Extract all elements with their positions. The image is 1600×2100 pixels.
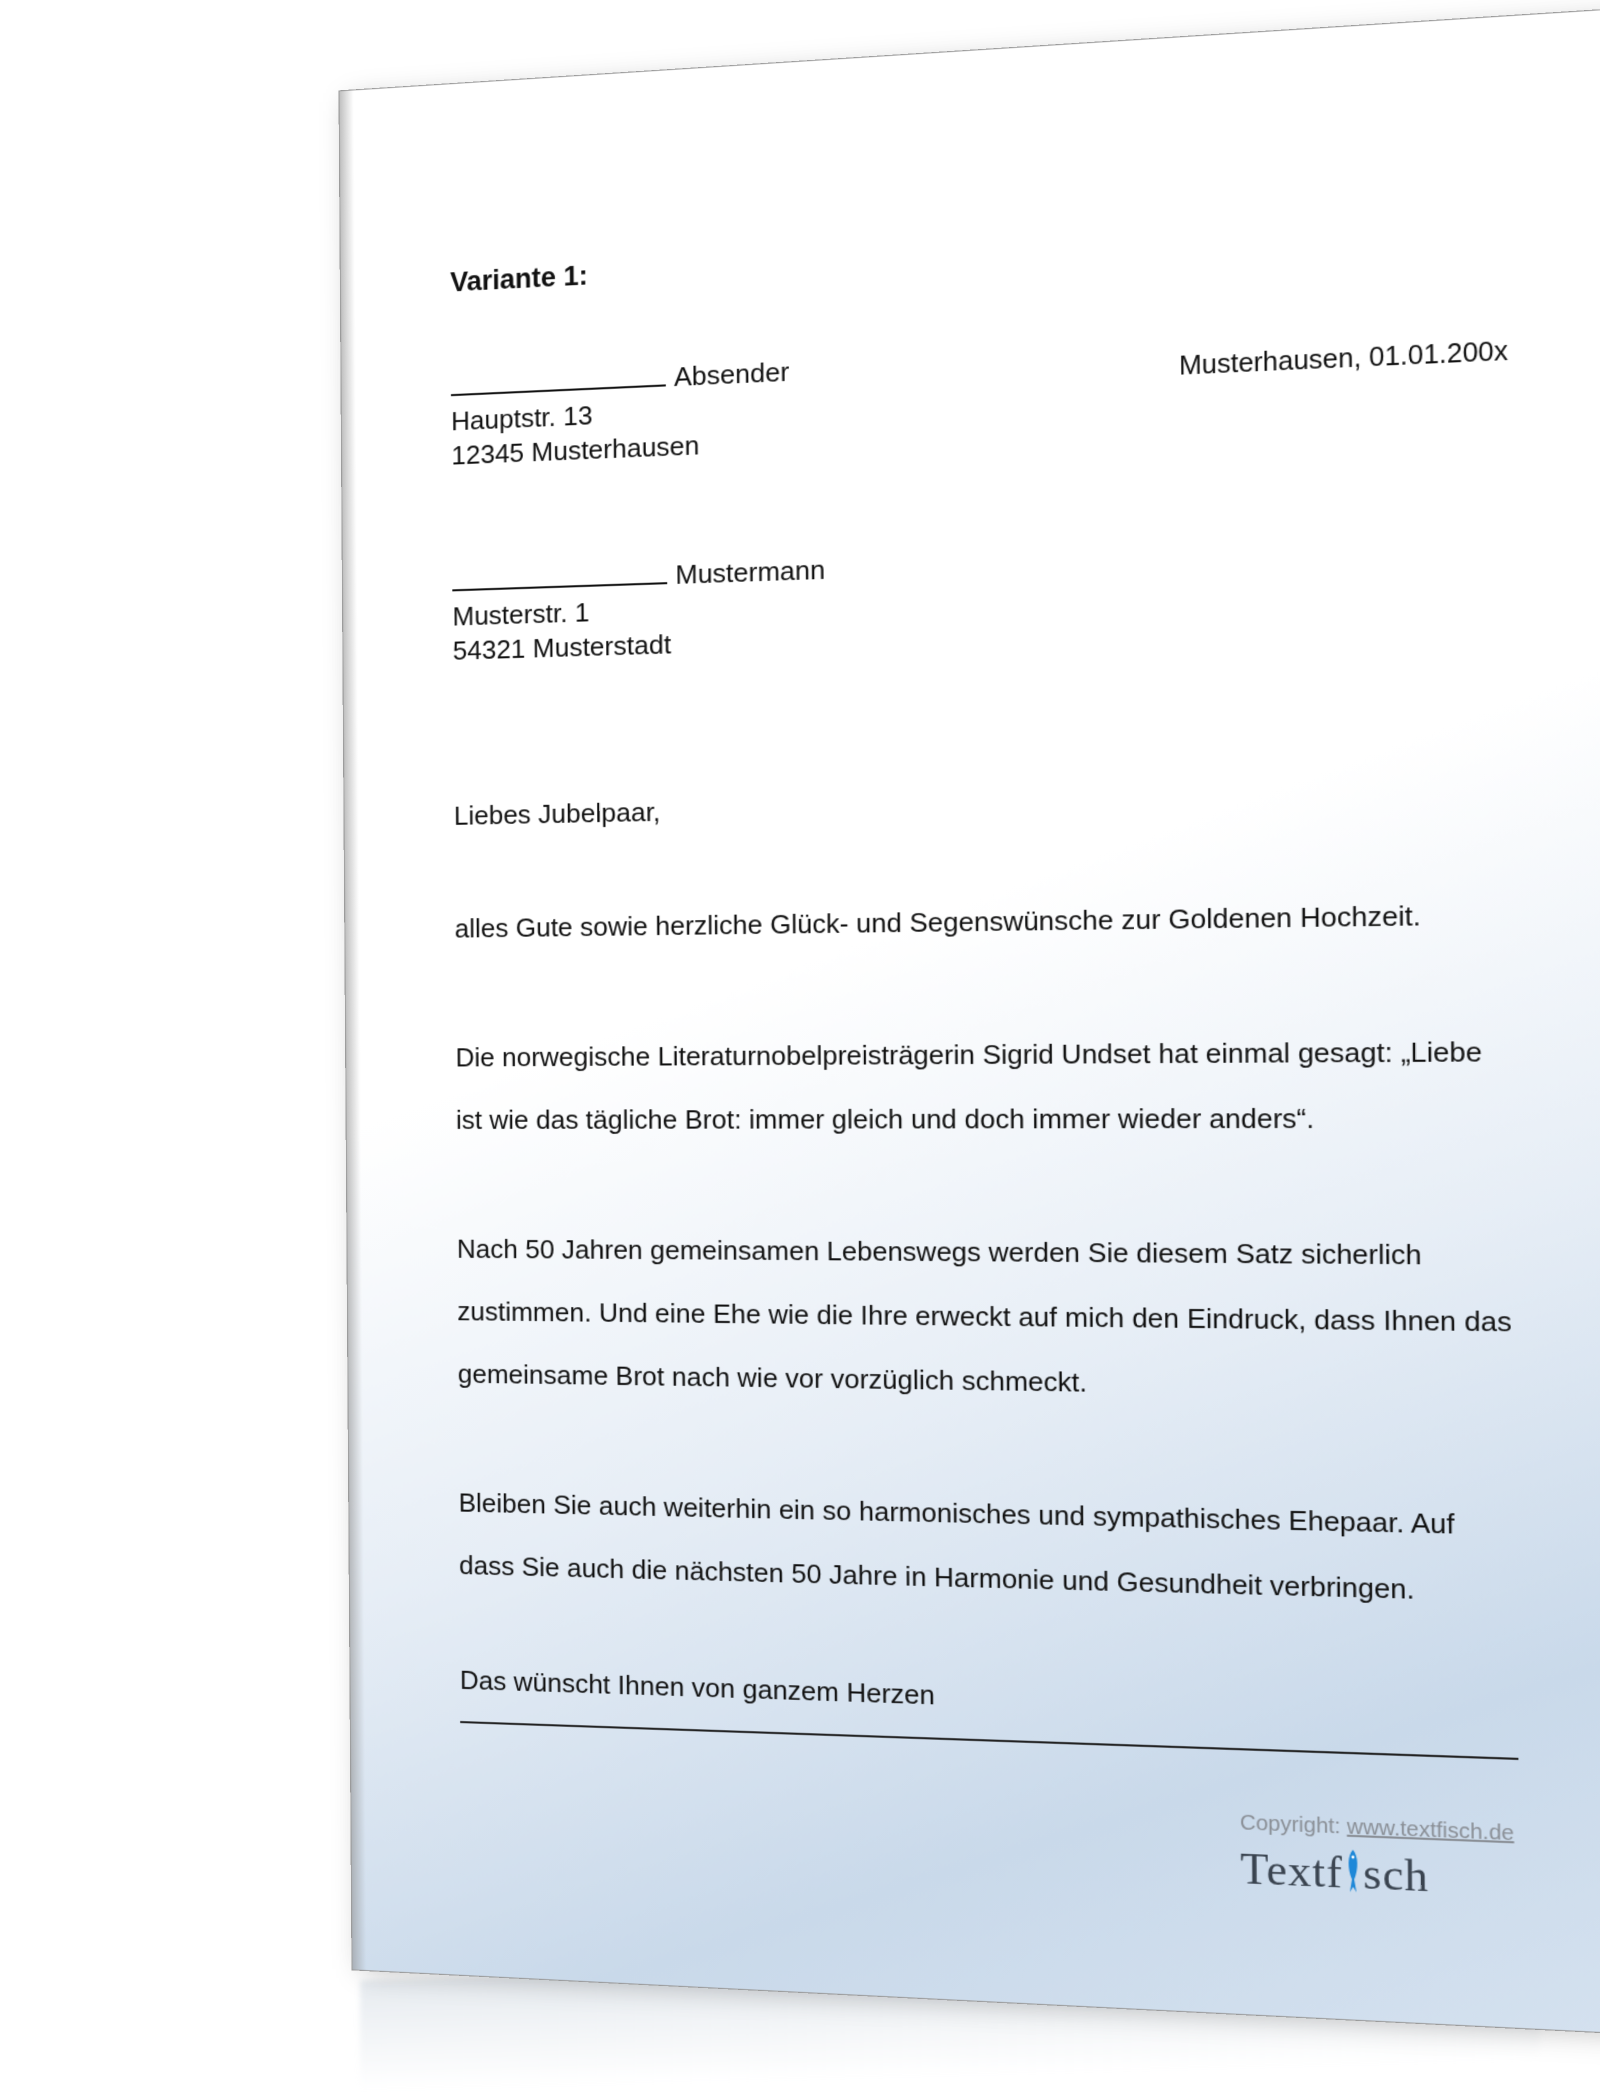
copyright-link[interactable]: www.textfisch.de xyxy=(1346,1815,1515,1846)
recipient-block xyxy=(452,528,1510,668)
recipient-street: Musterstr. 1 xyxy=(452,596,590,632)
recipient-name: Mustermann xyxy=(675,554,826,591)
copyright-watermark xyxy=(1240,1805,1520,1901)
sender-city: 12345 Musterhausen xyxy=(451,429,700,471)
sender-name: Absender xyxy=(673,356,790,393)
sender-blank-line xyxy=(451,384,666,396)
recipient-city: 54321 Musterstadt xyxy=(452,628,672,666)
paragraph: Die norwegische Literaturnobelpreisträgerin Sigrid Undset hat einmal gesagt: „Liebe ist wie das tägliche Brot: immer gleich und doch immer wieder anders“. xyxy=(455,1035,1483,1135)
paragraph: alles Gute sowie herzliche Glück- und Segenswünsche zur Goldenen Hochzeit. xyxy=(454,899,1421,944)
variant-title: Variante 1: xyxy=(450,260,589,298)
letter-content xyxy=(450,209,1518,1902)
letter-document xyxy=(339,8,1600,2034)
paragraph: Bleiben Sie auch weiterhin ein so harmonisches und sympathisches Ehepaar. Auf dass Sie auch die nächsten 50 Jahre in Harmonie und Gesundheit verbringen. xyxy=(458,1487,1455,1606)
salutation: Liebes Jubelpaar, xyxy=(453,796,661,831)
sender-street: Hauptstr. 13 xyxy=(451,399,593,437)
closing-block xyxy=(460,1663,1519,1743)
closing-text: Das wünscht Ihnen von ganzem Herzen xyxy=(459,1664,936,1711)
fish-icon xyxy=(1345,1847,1361,1894)
paragraph: Nach 50 Jahren gemeinsamen Lebenswegs werden Sie diesem Satz sicherlich zustimmen. Und eine Ehe wie die Ihre erweckt auf mich den Eindruck, dass Ihnen das gemeinsame Brot nach wie vor vorzüglich schmeckt. xyxy=(456,1233,1512,1398)
recipient-blank-line xyxy=(452,582,667,591)
logo-text-left: Textf xyxy=(1240,1845,1344,1899)
textfisch-logo xyxy=(1240,1843,1519,1901)
sender-block xyxy=(451,320,1509,472)
logo-text-right: sch xyxy=(1362,1850,1430,1902)
copyright-label: Copyright: xyxy=(1239,1811,1347,1839)
signature-line xyxy=(460,1721,1518,1760)
date-line: Musterhausen, 01.01.200x xyxy=(1178,336,1509,381)
